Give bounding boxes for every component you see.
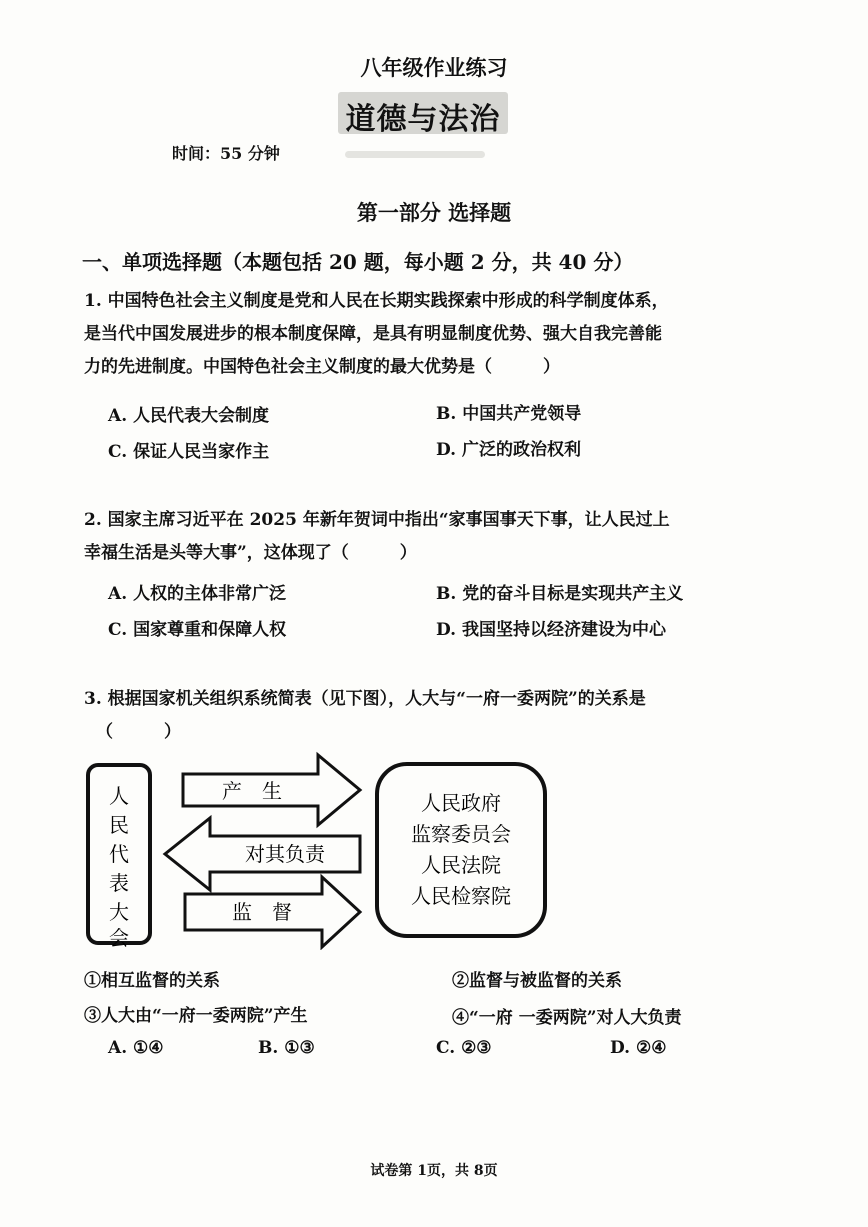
question-3-line: 3. 根据国家机关组织系统简表（见下图），人大与“一府一委两院”的关系是: [84, 689, 646, 709]
page-footer: 试卷第 1页，共 8页: [370, 1163, 498, 1179]
worksheet-title: 八年级作业练习: [360, 55, 508, 80]
left-box-char: 代: [109, 842, 129, 866]
question-1-line: 力的先进制度。中国特色社会主义制度的最大优势是（ ）: [84, 357, 560, 377]
q2-option-c: C. 国家尊重和保障人权: [108, 620, 287, 640]
q3-statement-2: ②监督与被监督的关系: [452, 971, 622, 991]
state-organs-label: [411, 791, 511, 908]
q2-option-b: B. 党的奋斗目标是实现共产主义: [436, 584, 684, 604]
section-title: 一、单项选择题（本题包括 20 题，每小题 2 分，共 40 分）: [82, 250, 634, 274]
part-title: 第一部分 选择题: [356, 200, 512, 225]
right-box-line: 人民政府: [421, 791, 501, 815]
q3-option-b: B. ①③: [258, 1038, 315, 1058]
state-organs-box: [377, 764, 545, 936]
responsible-arrow-label: 对其负责: [245, 842, 325, 866]
right-box-line: 人民检察院: [411, 884, 511, 908]
q2-option-a: A. 人权的主体非常广泛: [108, 584, 287, 604]
question-2-line: 2. 国家主席习近平在 2025 年新年贺词中指出“家事国事天下事，让人民过上: [84, 510, 670, 530]
question-3: [84, 683, 646, 749]
q3-option-c: C. ②③: [436, 1038, 492, 1058]
produce-arrow-label: 产 生: [222, 779, 282, 803]
right-box-line: 监察委员会: [411, 822, 511, 846]
question-3-line: （ ）: [96, 722, 181, 742]
people-congress-label: [109, 784, 129, 950]
question-1: [84, 285, 669, 384]
question-2-line: 幸福生活是头等大事”，这体现了（ ）: [84, 543, 417, 563]
left-box-char: 民: [109, 813, 129, 837]
left-box-char: 人: [109, 784, 129, 808]
left-box-char: 表: [109, 871, 129, 895]
q3-statement-1: ①相互监督的关系: [84, 971, 220, 991]
question-2: [84, 504, 670, 570]
q3-statement-3: ③人大由“一府一委两院”产生: [84, 1006, 308, 1026]
left-box-char: 会: [109, 926, 129, 950]
state-organs-diagram: [80, 750, 560, 950]
time-limit: 时间：55 分钟: [172, 144, 280, 163]
q1-option-b: B. 中国共产党领导: [436, 404, 582, 424]
q2-option-d: D. 我国坚持以经济建设为中心: [436, 620, 666, 640]
question-1-line: 1. 中国特色社会主义制度是党和人民在长期实践探索中形成的科学制度体系，: [84, 291, 669, 311]
q1-option-d: D. 广泛的政治权利: [436, 440, 581, 460]
q1-option-c: C. 保证人民当家作主: [108, 442, 270, 462]
left-box-char: 大: [109, 900, 129, 924]
q3-option-a: A. ①④: [108, 1038, 164, 1058]
supervise-arrow-label: 监 督: [232, 900, 292, 924]
subject-title: 道德与法治: [345, 102, 501, 137]
q3-option-d: D. ②④: [610, 1038, 667, 1058]
question-1-line: 是当代中国发展进步的根本制度保障，是具有明显制度优势、强大自我完善能: [84, 324, 662, 344]
q3-statement-4: ④“一府 一委两院”对人大负责: [452, 1008, 682, 1028]
right-box-line: 人民法院: [421, 853, 501, 877]
redacted-name-field: [345, 151, 485, 158]
q1-option-a: A. 人民代表大会制度: [108, 406, 270, 426]
